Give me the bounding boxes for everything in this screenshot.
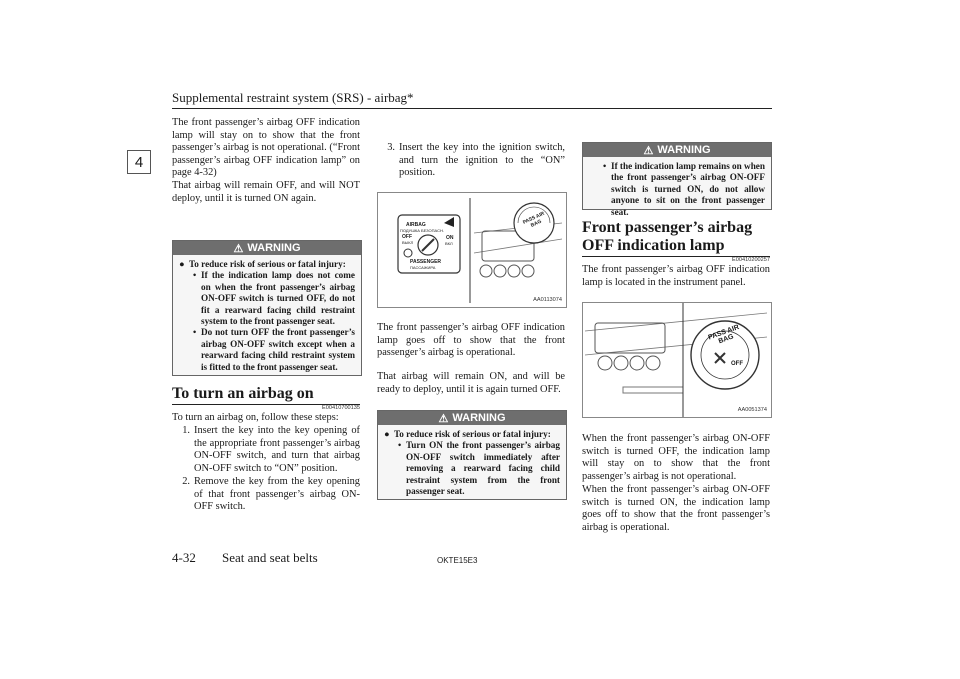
switch-diagram [378,193,566,307]
running-header: Supplemental restraint system (SRS) - airbag* [172,90,414,105]
doc-code: OKTE15E3 [437,556,478,565]
step-1: 1. Insert the key into the key opening of the appropriate front passenger’s airbag ON-OFF switch, and turn that airbag ON-OFF switch to “ON” position. [182,425,360,474]
section-title-indication-lamp: Front passenger’s airbag OFF indication lamp [582,219,753,254]
switch-passenger: PASSENGER [410,259,442,265]
bullet-icon: ● [179,259,185,269]
figure-code: AA0113074 [533,297,562,303]
page-number: 4-32 [172,550,196,565]
lamp-label: PASS AIR BAG [707,323,741,346]
figure-code: AA0051374 [737,407,767,413]
lamp-label: PASS AIR BAG [522,210,546,229]
switch-on-ru: ВКЛ [445,241,453,246]
figure-switch-and-lamp [377,192,567,308]
switch-on-label: ON [446,235,454,241]
warning-header: ⚠ WARNING [583,143,771,157]
warning-sub-item: • If the indication lamp remains on when the front passenger’s airbag ON-OFF switch is turned ON, do not allow anyone to sit on the front passenger seat. [603,161,765,217]
header-rule [172,108,772,109]
lamp-diagram [583,303,771,417]
switch-passenger-ru: ПАССАЖИРА [410,265,436,270]
warning-box-1 [172,240,362,376]
warning-main-item: ● To reduce risk of serious or fatal injury: [384,429,551,439]
col3-para3: When the front passenger’s airbag ON-OFF switch is turned ON, the indication lamp goes off to show that the front passenger’s airbag is operational. [582,484,770,533]
switch-title: AIRBAG [406,222,426,228]
col1-intro: The front passenger’s airbag OFF indication lamp will stay on to show that the front passenger’s airbag is not operational. (“Front passenger’s airbag OFF indication lamp” on page 4-32) [172,117,360,179]
section-title-turn-on: To turn an airbag on [172,385,314,402]
warning-triangle-icon: ⚠ [438,412,449,425]
bullet-icon: ● [384,429,390,439]
warning-sub-item: • Turn ON the front passenger’s airbag ON-OFF switch immediately after removing a rearward facing child restraint system from the front passenger seat. [398,440,560,497]
warning-triangle-icon: ⚠ [233,242,244,255]
warning-box-2 [377,410,567,500]
switch-subtitle: ПОДУШКА БЕЗОПАСН. [400,228,444,233]
chapter-tab: 4 [127,150,151,174]
section-code: E00410200257 [732,257,770,263]
col2-para1: The front passenger’s airbag OFF indication lamp goes off to show that the front passenger’s airbag is operational. [377,322,565,359]
switch-off-label: OFF [402,234,412,240]
step-3: 3. Insert the key into the ignition switch, and turn the ignition to the “ON” position. [387,142,565,179]
col3-para1: The front passenger’s airbag OFF indication lamp is located in the instrument panel. [582,264,770,288]
switch-off-ru: ВЫКЛ [402,240,414,245]
bullet-icon: • [603,161,607,171]
warning-main-item: ● To reduce risk of serious or fatal injury: [179,259,346,269]
warning-triangle-icon: ⚠ [643,144,654,157]
section-code: E00410700135 [322,405,360,411]
warning-header: ⚠ WARNING [173,241,361,255]
col2-para2: That airbag will remain ON, and will be ready to deploy, until it is again turned OFF. [377,371,565,395]
col1-intro2: That airbag will remain OFF, and will NOT deploy, until it is turned ON again. [172,180,360,204]
warning-header: ⚠ WARNING [378,411,566,425]
steps-lead: To turn an airbag on, follow these steps: [172,412,339,423]
figure-indication-lamp [582,302,772,418]
lamp-off-label: OFF [731,361,743,367]
step-2: 2. Remove the key from the key opening of that front passenger’s airbag ON-OFF switch. [182,476,360,513]
warning-sub-item: • Do not turn OFF the front passenger’s airbag ON-OFF switch except when a rearward facing child restraint system is fitted to the front passenger seat. [193,327,355,372]
col3-para2: When the front passenger’s airbag ON-OFF switch is turned OFF, the indication lamp will stay on to show that the front passenger’s airbag is not operational. [582,433,770,482]
warning-sub-item: • If the indication lamp does not come on when the front passenger’s airbag ON-OFF switch is turned OFF, do not fit a rearward facing child restraint system to the front passenger seat. [193,270,355,327]
chapter-name: Seat and seat belts [222,550,318,565]
bullet-icon: • [193,270,197,281]
bullet-icon: • [193,327,197,338]
warning-box-3 [582,142,772,217]
bullet-icon: • [398,440,402,451]
